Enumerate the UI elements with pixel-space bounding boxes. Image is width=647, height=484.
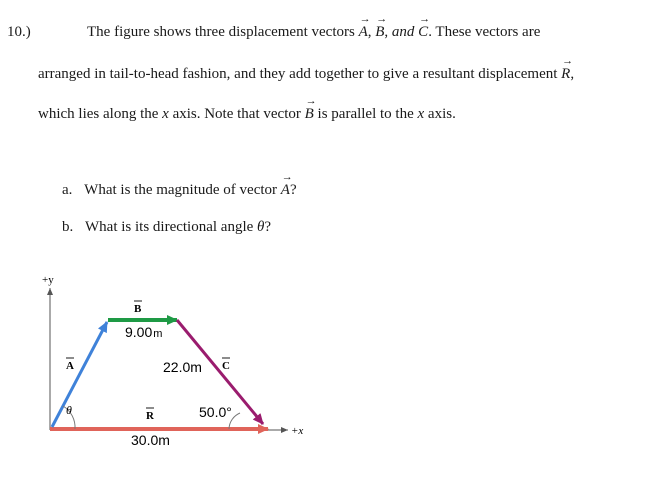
line3-mid: axis. Note that vector	[172, 106, 301, 122]
x-var-2: x	[417, 106, 425, 122]
question-a-marker: a.	[62, 182, 73, 198]
vector-a-arrow	[52, 322, 107, 427]
figure-label-a: A	[66, 360, 74, 372]
problem-number: 10.)	[7, 24, 31, 40]
line3-pre: which lies along the	[38, 106, 159, 122]
question-b-text: What is its directional angle	[85, 219, 254, 235]
angle-label: 50.0°	[199, 404, 232, 420]
question-a-tail: ?	[289, 182, 297, 198]
question-b-marker: b.	[62, 219, 74, 235]
question-b-symbol: θ	[257, 219, 265, 235]
line3-end: axis.	[427, 106, 456, 122]
figure-label-r: R	[146, 410, 154, 422]
vector-a-symbol: → A	[359, 24, 368, 41]
x-axis-label: +x	[291, 425, 304, 437]
vector-b-length-unit: m	[153, 328, 163, 340]
vector-r-length: 30.0m	[131, 432, 170, 448]
vector-b-symbol-2: → B	[305, 106, 314, 123]
vector-b-length-value: 9.00	[125, 324, 153, 340]
line3-post: is parallel to the	[317, 106, 414, 122]
figure-label-theta: θ	[66, 403, 72, 417]
y-axis-label: +y	[42, 274, 54, 286]
vector-c-length: 22.0m	[163, 359, 202, 375]
figure-label-c: C	[222, 360, 230, 372]
line1-pre: The figure shows three displacement vectors	[87, 24, 355, 40]
line2-pre: arranged in tail-to-head fashion, and they add together to give a resultant displacement	[38, 66, 558, 82]
figure-label-b: B	[134, 303, 142, 315]
vector-b-symbol: → B	[375, 24, 384, 41]
vector-b-length	[125, 324, 162, 340]
problem-line-2: arranged in tail-to-head fashion, and they add together to give a resultant displacement → R,	[38, 66, 574, 83]
problem-line-1: The figure shows three displacement vectors → A, → B, and → C. These vectors are	[87, 24, 540, 41]
question-a-text: What is the magnitude of vector	[84, 182, 278, 198]
vector-r-symbol: → R	[561, 66, 570, 83]
x-var: x	[162, 106, 169, 122]
line1-post: These vectors are	[435, 24, 541, 40]
vector-c-symbol: → C	[418, 24, 428, 41]
question-a-vector: → A	[281, 182, 290, 199]
question-b-tail: ?	[264, 219, 272, 235]
and-word: and	[391, 24, 415, 40]
